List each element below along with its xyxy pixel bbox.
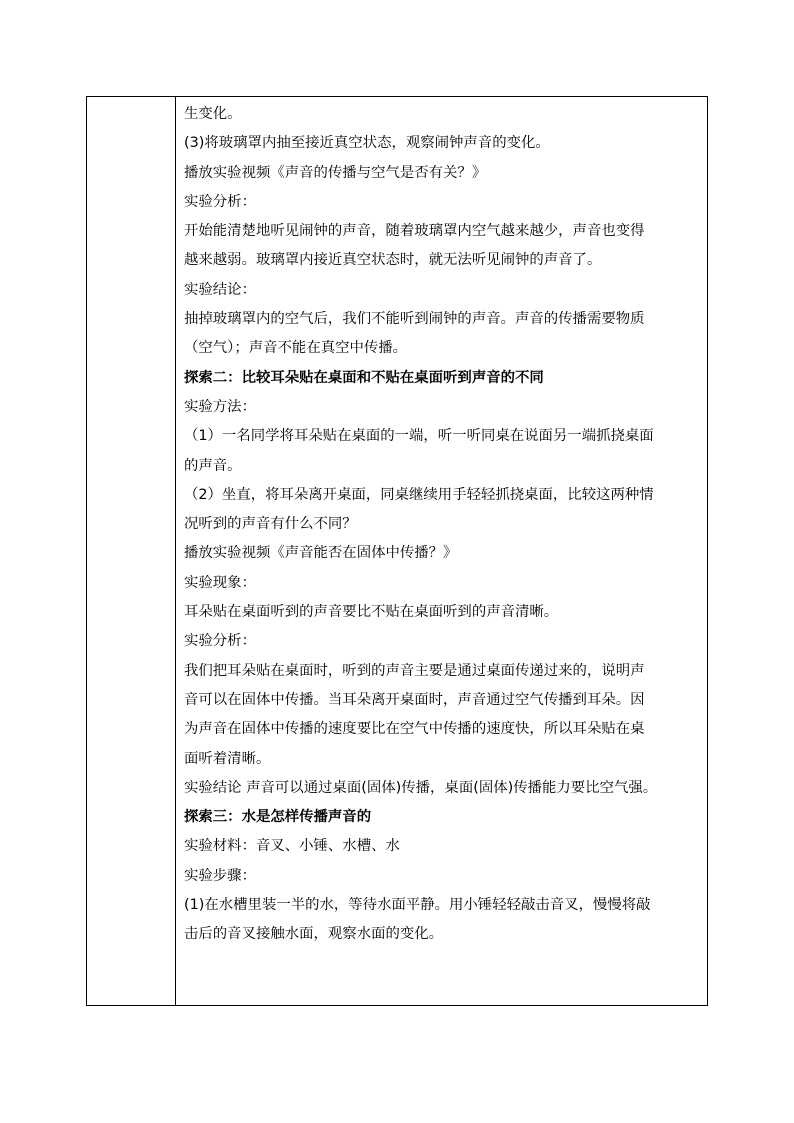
text-line: 实验结论 声音可以通过桌面(固体)传播，桌面(固体)传播能力要比空气强。 [184, 779, 658, 796]
text-line: 抽掉玻璃罩内的空气后，我们不能听到闹钟的声音。声音的传播需要物质 [184, 311, 645, 328]
text-line: 生变化。 [184, 106, 242, 122]
text-line: 播放实验视频《声音能否在固体中传播？》 [184, 545, 458, 562]
table-content-cell [176, 97, 707, 1005]
text-line: 实验分析： [184, 633, 256, 650]
text-line: 实验分析： [184, 193, 256, 210]
text-line: 为声音在固体中传播的速度要比在空气中传播的速度快，所以耳朵贴在桌 [184, 721, 645, 738]
text-line: 的声音。 [184, 457, 242, 474]
text-line: 实验材料：音叉、小锤、水槽、水 [184, 838, 400, 855]
text-line: 我们把耳朵贴在桌面时，听到的声音主要是通过桌面传递过来的，说明声 [184, 662, 645, 679]
text-line: 越来越弱。玻璃罩内接近真空状态时，就无法听见闹钟的声音了。 [184, 252, 602, 269]
text-line: （空气）；声音不能在真空中传播。 [184, 340, 408, 357]
text-line: 实验结论： [184, 281, 256, 298]
text-line: 击后的音叉接触水面，观察水面的变化。 [184, 926, 444, 943]
text-line: 实验现象： [184, 574, 256, 591]
text-line: 况听到的声音有什么不同？ [184, 516, 357, 533]
section-heading: 探索三：水是怎样传播声音的 [184, 809, 372, 826]
text-line: (3)将玻璃罩内抽至接近真空状态，观察闹钟声音的变化。 [184, 135, 550, 152]
text-line: 耳朵贴在桌面听到的声音要比不贴在桌面听到的声音清晰。 [184, 604, 559, 621]
text-line: （2）坐直，将耳朵离开桌面，同桌继续用手轻轻抓挠桌面，比较这两种情 [184, 486, 654, 503]
document-table [86, 96, 708, 1006]
text-line: 实验方法： [184, 398, 256, 415]
table-left-cell [87, 97, 176, 1005]
text-line: 音可以在固体中传播。当耳朵离开桌面时，声音通过空气传播到耳朵。因 [184, 691, 645, 708]
text-line: （1）一名同学将耳朵贴在桌面的一端，听一听同桌在说面另一端抓挠桌面 [184, 428, 654, 445]
text-line: 开始能清楚地听见闹钟的声音，随着玻璃罩内空气越来越少，声音也变得 [184, 223, 645, 240]
text-line: 面听着清晰。 [184, 750, 271, 767]
section-heading: 探索二：比较耳朵贴在桌面和不贴在桌面听到声音的不同 [184, 369, 544, 386]
text-line: 实验步骤： [184, 867, 256, 884]
text-line: (1)在水槽里装一半的水，等待水面平静。用小锤轻轻敲击音叉，慢慢将敲 [184, 897, 651, 914]
text-line: 播放实验视频《声音的传播与空气是否有关？》 [184, 164, 487, 181]
